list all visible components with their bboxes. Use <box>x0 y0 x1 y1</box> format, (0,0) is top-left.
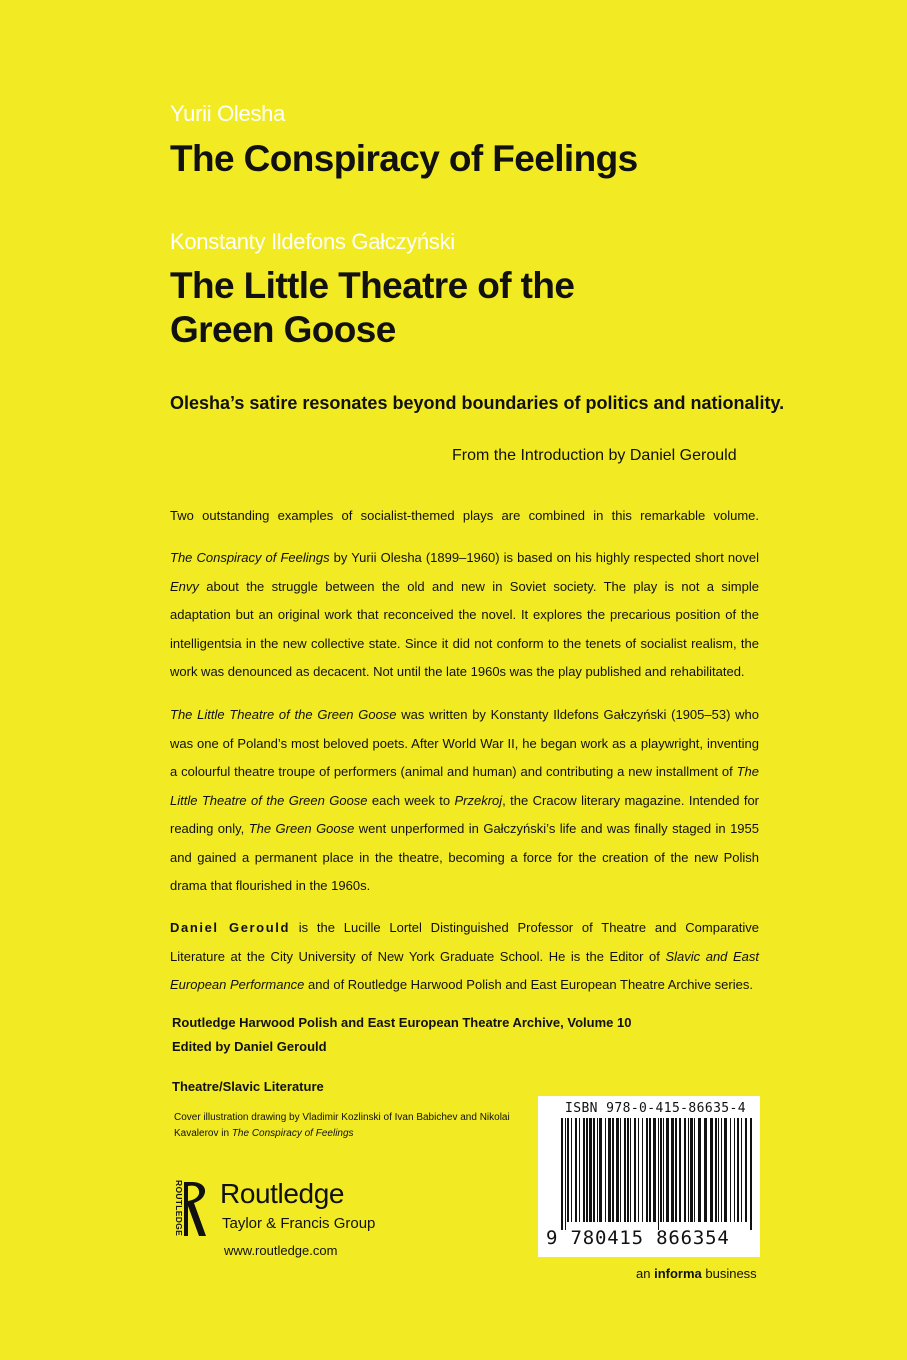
barcode-bar <box>612 1118 614 1222</box>
barcode-bar <box>646 1118 648 1222</box>
barcode-bar <box>583 1118 585 1222</box>
series-title: Routledge Harwood Polish and East European Theatre Archive, Volume 10 <box>172 1015 632 1030</box>
barcode-bar <box>642 1118 643 1222</box>
barcode-bar <box>634 1118 636 1222</box>
publisher-name: Routledge <box>220 1178 345 1209</box>
barcode-bar <box>679 1118 681 1222</box>
barcode-bar <box>589 1118 592 1222</box>
barcode-bar <box>561 1118 563 1230</box>
barcode-bar <box>586 1118 588 1222</box>
book2-title <box>170 264 790 352</box>
barcode-bar <box>571 1118 572 1222</box>
routledge-logo-icon <box>170 1178 214 1240</box>
quote-attribution: From the Introduction by Daniel Gerould <box>452 447 737 464</box>
publisher-vertical-mark: ROUTLEDGE <box>174 1180 184 1237</box>
barcode-bar <box>579 1118 580 1222</box>
blurb-paragraph-4: Daniel Gerould is the Lucille Lortel Distinguished Professor of Theatre and Comparative Literature at the City University of New York Graduate School. He is the Editor of Slavic and East European Performance and of Routledge Harwood Polish and East European Theatre Archive series. <box>170 920 759 992</box>
barcode <box>561 1118 753 1230</box>
blurb-paragraph-3: The Little Theatre of the Green Goose was written by Konstanty Ildefons Gałczyński (1905–53) who was one of Poland’s most beloved poets. After World War II, he began work as a playwright, inventing a colourful theatre troupe of performers (animal and human) and contributing a new installment of The Little Theatre of the Green Goose each week to Przekroj, the Cracow literary magazine. Intended for reading only, The Green Goose went unperformed in Gałczyński’s life and was finally staged in 1955 and gained a permanent place in the theatre, becoming a force for the creation of the new Polish drama that flourished in the 1960s. <box>170 707 760 893</box>
barcode-bar <box>608 1118 611 1222</box>
barcode-bar <box>660 1118 662 1222</box>
editor-name: Daniel Gerould <box>170 920 291 935</box>
barcode-bar <box>737 1118 739 1222</box>
subject-category: Theatre/Slavic Literature <box>172 1079 324 1094</box>
book2-title-line1: The Little Theatre of the <box>170 265 575 306</box>
informa-tagline: an informa business <box>636 1266 757 1281</box>
barcode-bar <box>638 1118 639 1222</box>
barcode-bar <box>627 1118 629 1222</box>
barcode-bar <box>718 1118 719 1222</box>
barcode-bar <box>730 1118 731 1222</box>
barcode-bar <box>671 1118 674 1222</box>
barcode-bar <box>593 1118 595 1222</box>
barcode-bar <box>675 1118 677 1222</box>
informa-brand: informa <box>654 1266 702 1281</box>
barcode-bar <box>666 1118 669 1222</box>
barcode-bar <box>710 1118 713 1222</box>
book2-title-line2: Green Goose <box>170 309 396 350</box>
review-quote: Olesha’s satire resonates beyond boundaries of politics and nationality. <box>170 393 785 413</box>
blurb-paragraph-2: The Conspiracy of Feelings by Yurii Olesha (1899–1960) is based on his highly respected short novel Envy about the struggle between the old and new in Soviet society. The play is not a simple adaptation but an original work that reconceived the novel. It explores the precarious position of the intelligentsia in the new collective state. Since it did not conform to the tenets of socialist realism, the work was denounced as decacent. Not until the late 1960s was the play published and rehabilitated. <box>170 550 760 679</box>
barcode-bar <box>653 1118 656 1222</box>
barcode-bar <box>750 1118 752 1230</box>
barcode-bar <box>698 1118 701 1222</box>
barcode-bar <box>721 1118 722 1222</box>
barcode-bar <box>599 1118 602 1222</box>
book1-author: Yurii Olesha <box>170 101 286 126</box>
barcode-bar <box>597 1118 598 1222</box>
barcode-digits: 9 780415 866354 <box>546 1227 730 1249</box>
barcode-bar <box>575 1118 577 1222</box>
barcode-bar <box>724 1118 727 1222</box>
barcode-bar <box>688 1118 689 1222</box>
barcode-bar <box>616 1118 619 1222</box>
barcode-bar <box>694 1118 695 1222</box>
barcode-bar <box>745 1118 747 1222</box>
barcode-bar <box>624 1118 626 1222</box>
publisher-url[interactable]: www.routledge.com <box>224 1243 338 1258</box>
cover-credit: Cover illustration drawing by Vladimir Kozlinski of Ivan Babichev and Nikolai Kavalerov in The Conspiracy of Feelings <box>174 1112 510 1139</box>
barcode-bar <box>658 1118 659 1230</box>
publisher-group: Taylor & Francis Group <box>222 1215 376 1232</box>
series-editor: Edited by Daniel Gerould <box>172 1039 327 1054</box>
barcode-bar <box>630 1118 631 1222</box>
blurb-paragraph-1: Two outstanding examples of socialist-themed plays are combined in this remarkable volume. <box>170 508 759 523</box>
barcode-bar <box>649 1118 651 1222</box>
barcode-bar <box>605 1118 606 1222</box>
barcode-bar <box>684 1118 686 1222</box>
barcode-bar <box>741 1118 742 1222</box>
barcode-bar <box>567 1118 569 1222</box>
book1-title: The Conspiracy of Feelings <box>170 138 638 179</box>
book2-author: Konstanty Ildefons Gałczyński <box>170 229 455 254</box>
barcode-bar <box>704 1118 707 1222</box>
barcode-bar <box>620 1118 621 1222</box>
barcode-bar <box>565 1118 566 1230</box>
isbn-label: ISBN 978-0-415-86635-4 <box>565 1101 746 1116</box>
barcode-bar <box>715 1118 717 1222</box>
barcode-bar <box>663 1118 664 1222</box>
barcode-bar <box>690 1118 693 1222</box>
barcode-bar <box>734 1118 735 1222</box>
